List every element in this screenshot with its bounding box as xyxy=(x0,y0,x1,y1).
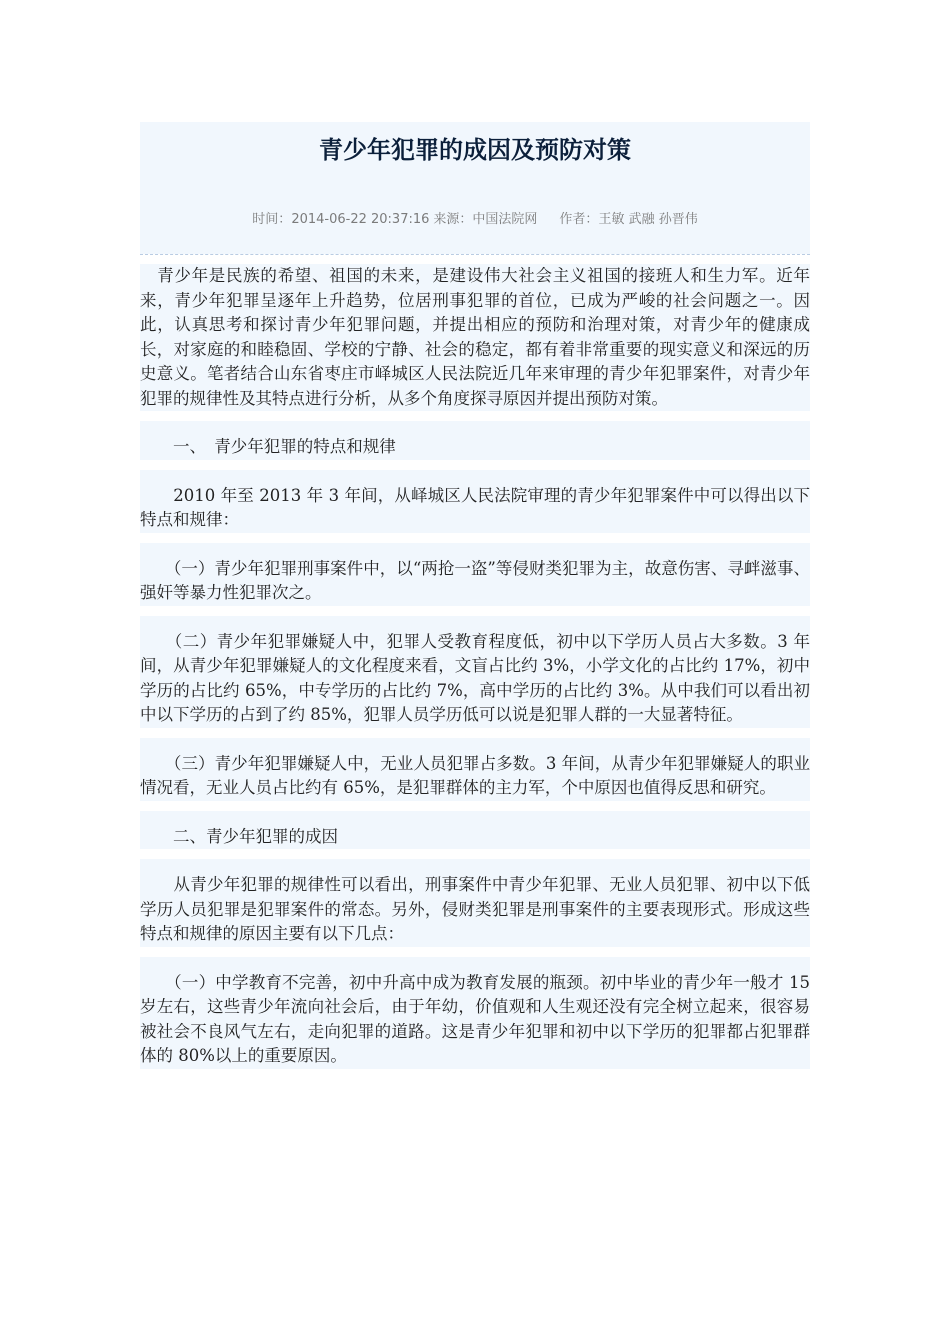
section-heading: 一、 青少年犯罪的特点和规律 xyxy=(140,435,810,460)
header-divider xyxy=(140,254,810,255)
paragraph: （三）青少年犯罪嫌疑人中，无业人员犯罪占多数。3 年间，从青少年犯罪嫌疑人的职业情况看，无业人员占比约有 65%，是犯罪群体的主力军，个中原因也值得反思和研究。 xyxy=(140,752,810,801)
paragraph: （二）青少年犯罪嫌疑人中，犯罪人受教育程度低，初中以下学历人员占大多数。3 年间，从青少年犯罪嫌疑人的文化程度来看，文盲占比约 3%，小学文化的占比约 17%，初中学历的占比约 65%，中专学历的占比约 7%，高中学历的占比约 3%。从中我们可以看出初中以下学历的占到了约 85%，犯罪人员学历低可以说是犯罪人群的一大显著特征。 xyxy=(140,630,810,728)
article-title: 青少年犯罪的成因及预防对策 xyxy=(319,136,631,164)
section-heading: 二、青少年犯罪的成因 xyxy=(140,825,810,850)
paragraph: 从青少年犯罪的规律性可以看出，刑事案件中青少年犯罪、无业人员犯罪、初中以下低学历人员犯罪是犯罪案件的常态。另外，侵财类犯罪是刑事案件的主要表现形式。形成这些特点和规律的原因主要有以下几点： xyxy=(140,873,810,947)
article-meta xyxy=(140,208,810,227)
paragraph: （一）青少年犯罪刑事案件中，以“两抢一盗”等侵财类犯罪为主，故意伤害、寻衅滋事、强奸等暴力性犯罪次之。 xyxy=(140,557,810,606)
source-value: 中国法院网 xyxy=(472,212,538,227)
paragraph: （一）中学教育不完善，初中升高中成为教育发展的瓶颈。初中毕业的青少年一般才 15 岁左右，这些青少年流向社会后，由于年幼，价值观和人生观还没有完全树立起来，很容易被社会不良风气左右，走向犯罪的道路。这是青少年犯罪和初中以下学历的犯罪都占犯罪群体的 80%以上的重要原因。 xyxy=(140,971,810,1069)
paragraph: 2010 年至 2013 年 3 年间，从峄城区人民法院审理的青少年犯罪案件中可以得出以下特点和规律： xyxy=(140,484,810,533)
article-body xyxy=(140,264,810,1069)
time-value: 2014-06-22 20:37:16 xyxy=(291,212,430,227)
author-label: 作者： xyxy=(559,212,599,227)
article-header xyxy=(140,122,810,254)
author-value: 王敏 武融 孙晋伟 xyxy=(598,212,698,227)
paragraph: 青少年是民族的希望、祖国的未来，是建设伟大社会主义祖国的接班人和生力军。近年来，青少年犯罪呈逐年上升趋势，位居刑事犯罪的首位，已成为严峻的社会问题之一。因此，认真思考和探讨青少年犯罪问题，并提出相应的预防和治理对策，对青少年的健康成长，对家庭的和睦稳固、学校的宁静、社会的稳定，都有着非常重要的现实意义和深远的历史意义。笔者结合山东省枣庄市峄城区人民法院近几年来审理的青少年犯罪案件，对青少年犯罪的规律性及其特点进行分析，从多个角度探寻原因并提出预防对策。 xyxy=(140,264,810,411)
time-label: 时间： xyxy=(252,212,292,227)
source-label: 来源： xyxy=(433,212,473,227)
